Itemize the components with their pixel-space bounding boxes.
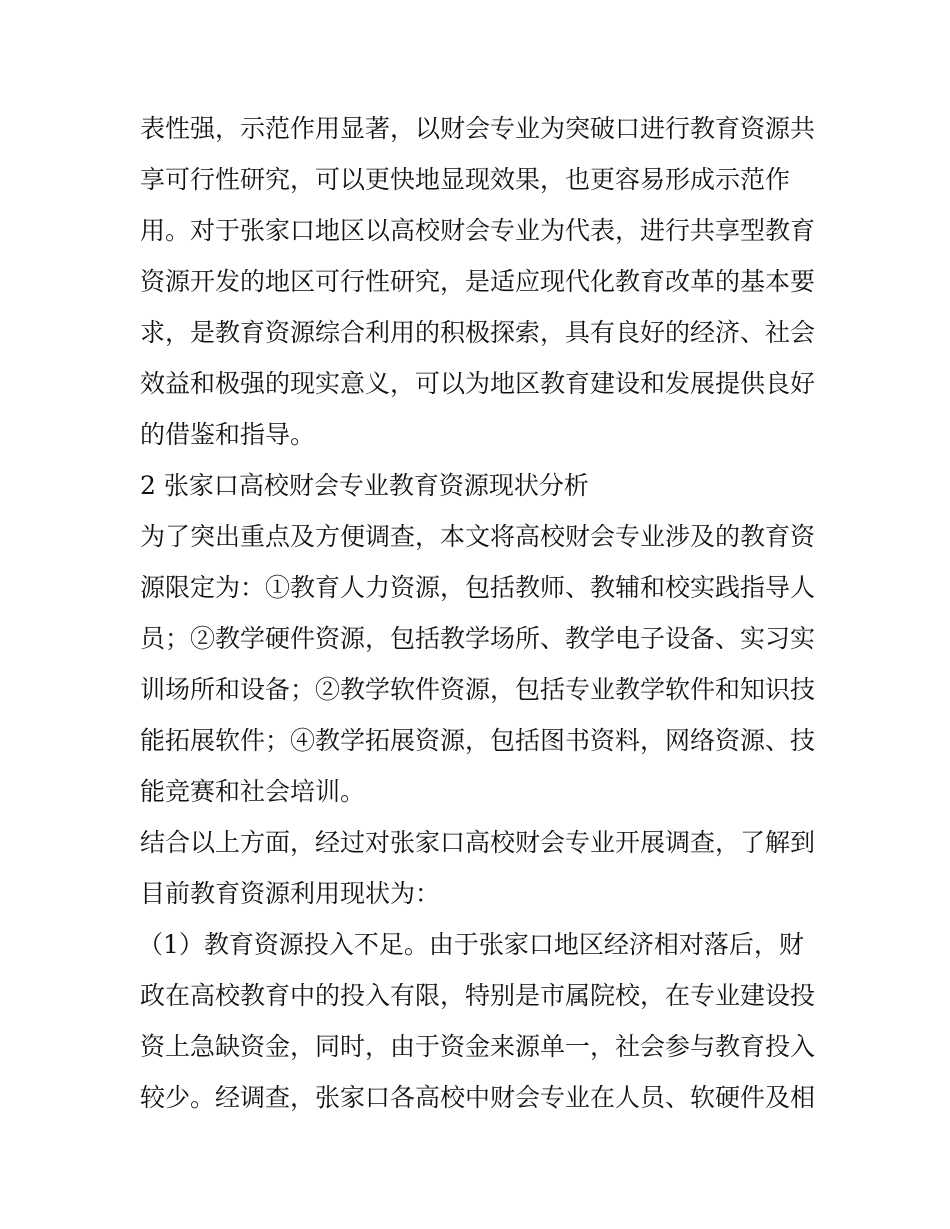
paragraph-line: 能拓展软件；④教学拓展资源，包括图书资料，网络资源、技 [140,726,816,755]
paragraph-line: 效益和极强的现实意义，可以为地区教育建设和发展提供良好 [140,369,816,398]
paragraph-line: 用。对于张家口地区以高校财会专业为代表，进行共享型教育 [140,216,816,245]
paragraph-line: 的借鉴和指导。 [140,420,316,449]
paragraph-line: 享可行性研究，可以更快地显现效果，也更容易形成示范作 [140,165,791,194]
paragraph-line: 求，是教育资源综合利用的积极探索，具有良好的经济、社会 [140,318,816,347]
list-item-line: （1）教育资源投入不足。由于张家口地区经济相对落后，财 [138,930,804,959]
paragraph-line: 表性强，示范作用显著，以财会专业为突破口进行教育资源共 [140,114,816,143]
section-heading: 2 张家口高校财会专业教育资源现状分析 [140,471,589,500]
paragraph-line: 能竞赛和社会培训。 [140,777,366,806]
paragraph-line: 员；②教学硬件资源，包括教学场所、教学电子设备、实习实 [140,624,816,653]
paragraph-line: 较少。经调查，张家口各高校中财会专业在人员、软硬件及相 [140,1083,816,1112]
paragraph-line: 资上急缺资金，同时，由于资金来源单一，社会参与教育投入 [140,1032,816,1061]
paragraph-line: 为了突出重点及方便调查，本文将高校财会专业涉及的教育资 [140,522,816,551]
paragraph-line: 政在高校教育中的投入有限，特别是市属院校，在专业建设投 [140,981,816,1010]
paragraph-line: 目前教育资源利用现状为： [140,879,441,908]
paragraph-line: 结合以上方面，经过对张家口高校财会专业开展调查，了解到 [140,828,816,857]
paragraph-line: 源限定为：①教育人力资源，包括教师、教辅和校实践指导人 [140,573,816,602]
paragraph-line: 训场所和设备；②教学软件资源，包括专业教学软件和知识技 [140,675,816,704]
paragraph-line: 资源开发的地区可行性研究，是适应现代化教育改革的基本要 [140,267,816,296]
